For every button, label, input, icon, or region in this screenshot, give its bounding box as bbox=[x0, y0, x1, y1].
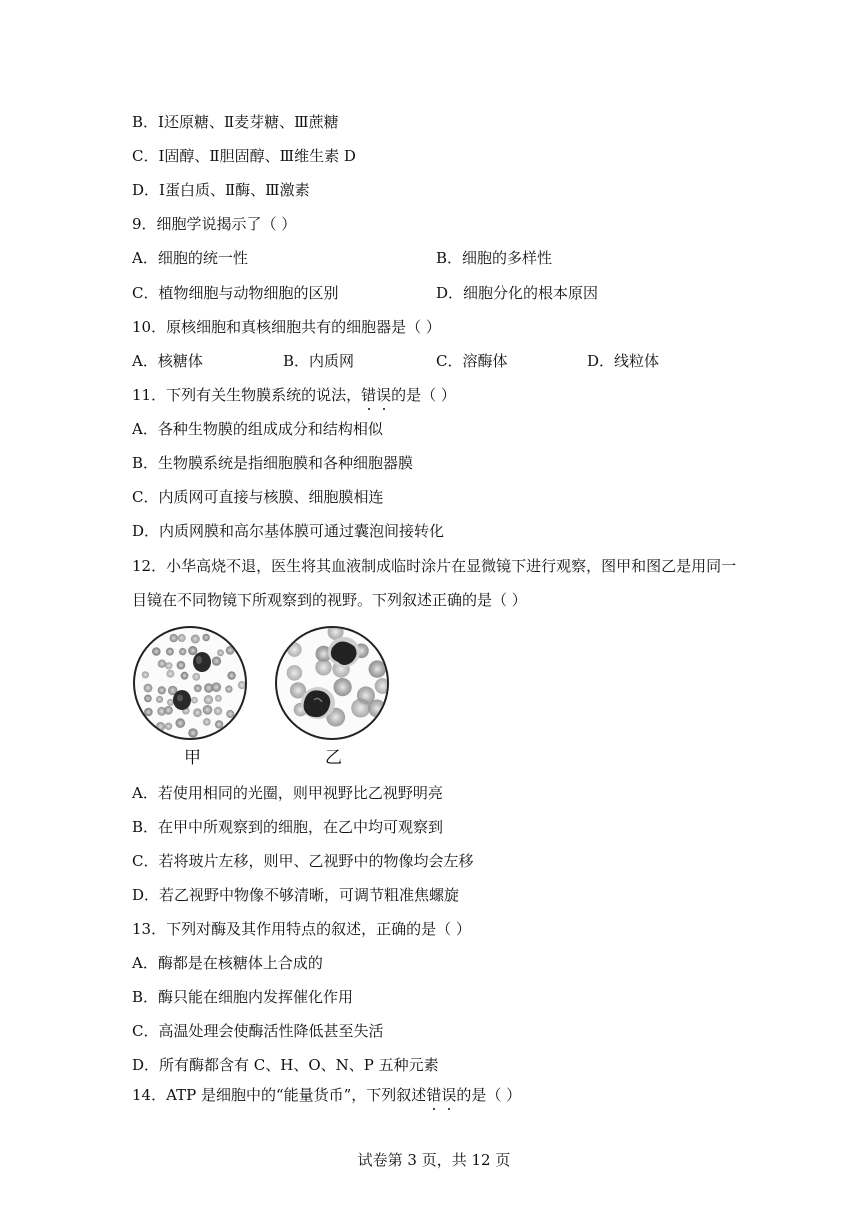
red-blood-cell bbox=[152, 647, 161, 656]
red-blood-cell bbox=[156, 696, 163, 703]
view-jia bbox=[134, 627, 246, 739]
q11-stem-text: 11．下列有关生物膜系统的说法， bbox=[132, 386, 362, 404]
q10-option-a: A．核糖体 bbox=[132, 352, 203, 370]
red-blood-cell bbox=[212, 657, 221, 666]
figure-label-jia: 甲 bbox=[184, 748, 201, 768]
red-blood-cell bbox=[167, 699, 174, 706]
red-blood-cell bbox=[334, 678, 352, 696]
q12-option-d: D．若乙视野中物像不够清晰，可调节粗准焦螺旋 bbox=[132, 886, 460, 904]
q12-stem-line1: 12．小华高烧不退，医生将其血液制成临时涂片在显微镜下进行观察，图甲和图乙是用同一 bbox=[132, 557, 737, 575]
red-blood-cell bbox=[225, 685, 232, 692]
red-blood-cell bbox=[164, 706, 173, 715]
red-blood-cell bbox=[215, 695, 222, 702]
q9-option-a: A．细胞的统一性 bbox=[132, 249, 248, 267]
q13-option-a: A．酶都是在核糖体上合成的 bbox=[132, 954, 323, 972]
red-blood-cell bbox=[144, 708, 153, 717]
red-blood-cell bbox=[188, 728, 198, 738]
q11-stem bbox=[132, 385, 456, 405]
q14-emphasis-1: 错 bbox=[426, 1086, 442, 1104]
red-blood-cell bbox=[287, 665, 303, 681]
red-blood-cell bbox=[158, 660, 166, 668]
red-blood-cell bbox=[170, 634, 178, 642]
red-blood-cell bbox=[166, 648, 174, 656]
q9-stem: 9．细胞学说揭示了（ ） bbox=[132, 215, 297, 233]
q11-emphasis-2: 误 bbox=[376, 386, 392, 404]
red-blood-cell bbox=[188, 646, 197, 655]
q10-option-d: D．线粒体 bbox=[587, 352, 660, 370]
q11-option-c: C．内质网可直接与核膜、细胞膜相连 bbox=[132, 488, 384, 506]
q13-option-c: C．高温处理会使酶活性降低甚至失活 bbox=[132, 1022, 384, 1040]
red-blood-cell bbox=[165, 662, 172, 669]
red-blood-cell bbox=[238, 681, 246, 689]
red-blood-cell bbox=[142, 671, 149, 678]
red-blood-cell bbox=[194, 684, 202, 692]
red-blood-cell bbox=[193, 708, 202, 717]
red-blood-cell bbox=[192, 673, 200, 681]
q13-stem: 13．下列对酶及其作用特点的叙述，正确的是（ ） bbox=[132, 920, 471, 938]
red-blood-cell bbox=[144, 695, 152, 703]
red-blood-cell bbox=[203, 705, 213, 715]
red-blood-cell bbox=[191, 635, 200, 644]
q8-option-c: C．Ⅰ固醇、Ⅱ胆固醇、Ⅲ维生素 D bbox=[132, 147, 356, 165]
q10-option-b: B．内质网 bbox=[283, 352, 355, 370]
red-blood-cell bbox=[287, 642, 302, 657]
red-blood-cell bbox=[227, 671, 235, 679]
red-blood-cell bbox=[215, 720, 223, 728]
q14-stem bbox=[132, 1085, 521, 1105]
red-blood-cell bbox=[181, 672, 189, 680]
red-blood-cell bbox=[351, 699, 370, 718]
microscope-views-illustration bbox=[132, 622, 392, 772]
q12-option-b: B．在甲中所观察到的细胞，在乙中均可观察到 bbox=[132, 818, 444, 836]
q11-option-d: D．内质网膜和高尔基体膜可通过囊泡间接转化 bbox=[132, 522, 445, 540]
red-blood-cell bbox=[203, 718, 211, 726]
q9-option-c: C．植物细胞与动物细胞的区别 bbox=[132, 284, 339, 302]
red-blood-cell bbox=[158, 686, 166, 694]
red-blood-cell bbox=[176, 718, 186, 728]
q12-option-c: C．若将玻片左移，则甲、乙视野中的物像均会左移 bbox=[132, 852, 474, 870]
q12-stem-line2: 目镜在不同物镜下所观察到的视野。下列叙述正确的是（ ） bbox=[132, 591, 527, 609]
red-blood-cell bbox=[217, 649, 224, 656]
red-blood-cell bbox=[144, 684, 153, 693]
red-blood-cell bbox=[177, 661, 186, 670]
q13-option-d: D．所有酶都含有 C、H、O、N、P 五种元素 bbox=[132, 1056, 439, 1074]
red-blood-cell bbox=[214, 707, 222, 715]
q14-stem-text: 14．ATP 是细胞中的“能量货币”，下列叙述 bbox=[132, 1086, 427, 1104]
q8-option-d: D．Ⅰ蛋白质、Ⅱ酶、Ⅲ激素 bbox=[132, 181, 310, 199]
red-blood-cell bbox=[204, 695, 213, 704]
q14-emphasis-2: 误 bbox=[441, 1086, 457, 1104]
red-blood-cell bbox=[212, 682, 222, 692]
q9-option-b: B．细胞的多样性 bbox=[436, 249, 553, 267]
q10-option-c: C．溶酶体 bbox=[436, 352, 508, 370]
page-footer: 试卷第 3 页，共 12 页 bbox=[357, 1151, 511, 1169]
figure-label-yi: 乙 bbox=[325, 748, 342, 768]
q10-stem: 10．原核细胞和真核细胞共有的细胞器是（ ） bbox=[132, 318, 441, 336]
q8-option-b: B．Ⅰ还原糖、Ⅱ麦芽糖、Ⅲ蔗糖 bbox=[132, 113, 339, 131]
red-blood-cell bbox=[166, 670, 174, 678]
q12-option-a: A．若使用相同的光圈，则甲视野比乙视野明亮 bbox=[132, 784, 443, 802]
q11-emphasis-1: 错 bbox=[361, 386, 377, 404]
microscope-figure bbox=[132, 622, 392, 772]
q13-option-b: B．酶只能在细胞内发挥催化作用 bbox=[132, 988, 354, 1006]
red-blood-cell bbox=[202, 634, 209, 641]
red-blood-cell bbox=[179, 648, 186, 655]
q9-option-d: D．细胞分化的根本原因 bbox=[436, 284, 599, 302]
q11-option-a: A．各种生物膜的组成成分和结构相似 bbox=[132, 420, 383, 438]
red-blood-cell bbox=[315, 659, 331, 675]
q11-option-b: B．生物膜系统是指细胞膜和各种细胞器膜 bbox=[132, 454, 414, 472]
view-yi bbox=[276, 624, 391, 739]
red-blood-cell bbox=[191, 697, 198, 704]
q11-stem-end: 的是（ ） bbox=[391, 386, 456, 404]
red-blood-cell bbox=[226, 710, 234, 718]
q14-stem-end: 的是（ ） bbox=[456, 1086, 522, 1104]
red-blood-cell bbox=[165, 723, 172, 730]
red-blood-cell bbox=[178, 634, 186, 642]
